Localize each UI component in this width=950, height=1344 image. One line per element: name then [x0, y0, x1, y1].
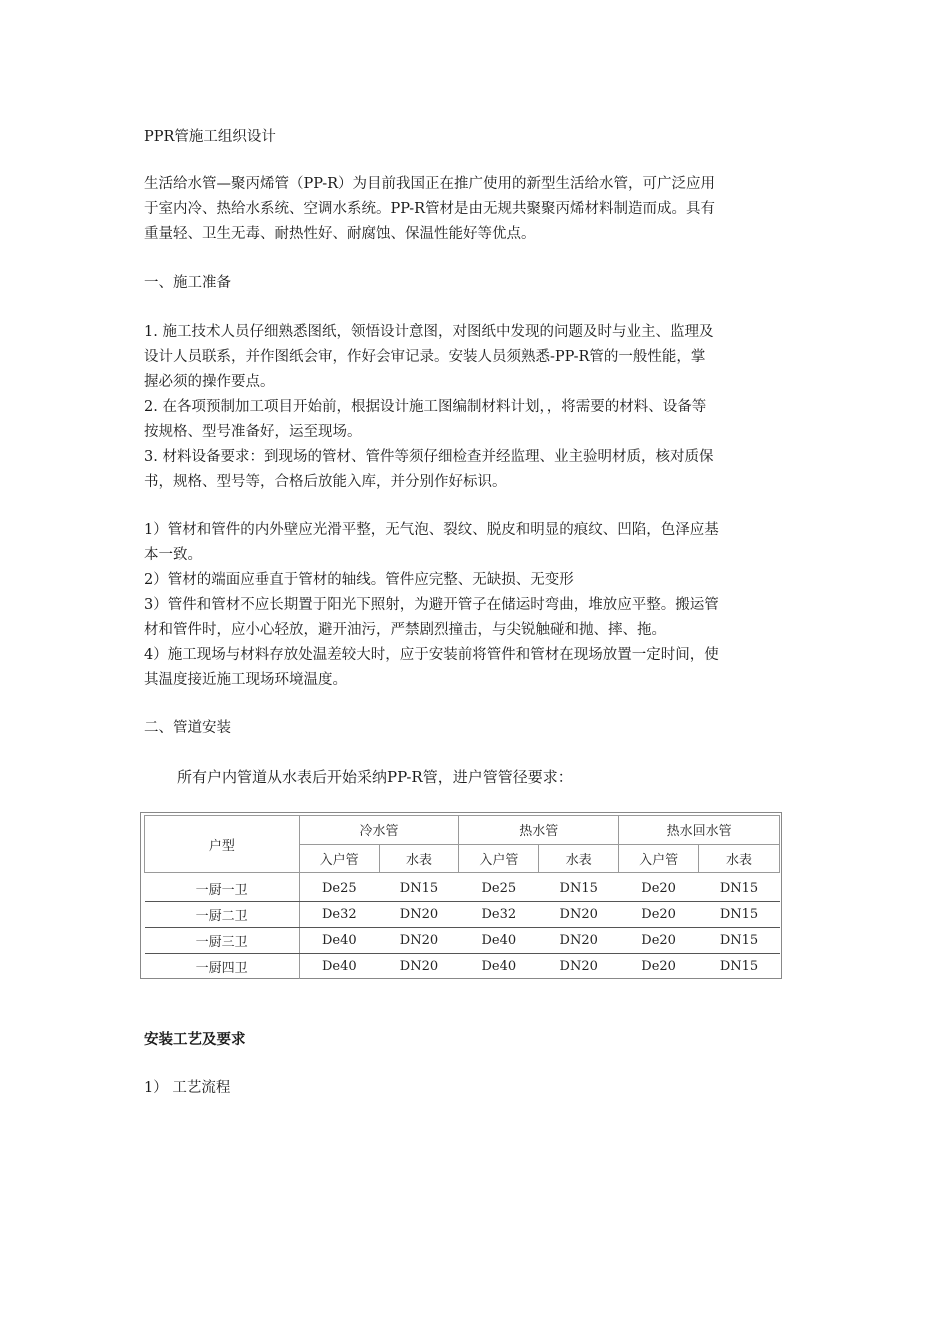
- cell-value: DN15: [699, 928, 780, 954]
- material-requirements: [144, 518, 719, 693]
- cell-value: De40: [321, 959, 357, 974]
- requirement-line: 2）管材的端面应垂直于管材的轴线。管件应完整、无缺损、无变形: [144, 572, 574, 588]
- cell-value: DN20: [379, 928, 459, 954]
- cell-value: De40: [459, 928, 539, 954]
- cell-house-type: 一厨四卫: [145, 954, 300, 980]
- pipe-size-grid: [144, 815, 780, 979]
- cell-value: DN15: [719, 959, 759, 974]
- cell-house-type: 一厨二卫: [145, 902, 300, 928]
- table-row: [145, 902, 780, 928]
- prep-item-line: 3. 材料设备要求：到现场的管材、管件等须仔细检查并经监理、业主验明材质，核对质保: [144, 449, 714, 465]
- requirement-line: 本一致。: [144, 547, 202, 563]
- cell-value: De20: [619, 928, 699, 954]
- prep-items: [144, 320, 713, 495]
- header-hot-return: 热水回水管: [619, 816, 780, 845]
- intro-paragraph: [144, 172, 715, 247]
- cell-value: DN15: [379, 873, 459, 902]
- cell-house-type: 一厨三卫: [145, 928, 300, 954]
- cell-value: De20: [619, 902, 699, 928]
- pipe-size-table: [140, 812, 782, 979]
- subheader-inlet: 入户管: [459, 844, 539, 873]
- prep-item-line: 设计人员联系，并作图纸会审，作好会审记录。安装人员须熟悉-PP-R管的一般性能，掌: [144, 349, 706, 365]
- cell-value: DN20: [399, 959, 439, 974]
- section-heading-prep: 一、施工准备: [144, 275, 231, 291]
- prep-item-line: 1. 施工技术人员仔细熟悉图纸，领悟设计意图，对图纸中发现的问题及时与业主、监理及: [144, 324, 714, 340]
- table-row: [145, 954, 780, 980]
- doc-title: PPR管施工组织设计: [144, 129, 276, 145]
- prep-item-line: 书，规格、型号等，合格后放能入库，并分别作好标识。: [144, 474, 507, 490]
- header-cold-water: 冷水管: [299, 816, 459, 845]
- requirement-line: 1）管材和管件的内外壁应光滑平整，无气泡、裂纹、脱皮和明显的痕纹、凹陷，色泽应基: [144, 522, 719, 538]
- cell-house-type: 一厨一卫: [145, 873, 300, 902]
- subheader-inlet: 入户管: [619, 844, 699, 873]
- table-header-row: [145, 816, 780, 845]
- cell-value: DN20: [539, 902, 619, 928]
- cell-value: De20: [641, 959, 676, 974]
- cell-value: DN15: [699, 873, 780, 902]
- subheader-inlet: 入户管: [299, 844, 379, 873]
- cell-value: De32: [299, 902, 379, 928]
- subheader-meter: 水表: [699, 844, 780, 873]
- subheader-meter: 水表: [539, 844, 619, 873]
- prep-item-line: 握必须的操作要点。: [144, 374, 275, 390]
- cell-value: De40: [299, 928, 379, 954]
- intro-line: 生活给水管—聚丙烯管（PP-R）为目前我国正在推广使用的新型生活给水管，可广泛应用: [144, 176, 716, 192]
- table-row: [145, 873, 780, 902]
- cell-value: DN20: [559, 959, 598, 974]
- table-row: [145, 928, 780, 954]
- cell-value: De32: [459, 902, 539, 928]
- cell-value: De25: [459, 873, 539, 902]
- prep-item-line: 按规格、型号准备好，运至现场。: [144, 424, 362, 440]
- process-item: 1） 工艺流程: [144, 1080, 231, 1096]
- section-heading-install: 二、管道安装: [144, 720, 231, 736]
- cell-value: DN20: [539, 928, 619, 954]
- install-lead: 所有户内管道从水表后开始采纳PP-R管，进户管管径要求：: [177, 768, 573, 786]
- requirement-line: 4）施工现场与材料存放处温差较大时，应于安装前将管件和管材在现场放置一定时间，使: [144, 647, 719, 663]
- subheader-meter: 水表: [379, 844, 459, 873]
- requirement-line: 材和管件时，应小心轻放，避开油污，严禁剧烈撞击，与尖锐触碰和抛、摔、拖。: [144, 622, 666, 638]
- section-heading-process: 安装工艺及要求: [144, 1031, 246, 1048]
- header-hot-water: 热水管: [459, 816, 619, 845]
- cell-value: DN20: [379, 902, 459, 928]
- prep-item-line: 2. 在各项预制加工项目开始前，根据设计施工图编制材料计划，，将需要的材料、设备等: [144, 399, 707, 415]
- header-house-type: 户型: [145, 816, 300, 873]
- cell-value: De40: [481, 959, 517, 974]
- intro-line: 重量轻、卫生无毒、耐热性好、耐腐蚀、保温性能好等优点。: [144, 226, 536, 242]
- requirement-line: 3）管件和管材不应长期置于阳光下照射，为避开管子在储运时弯曲，堆放应平整。搬运管: [144, 597, 719, 613]
- cell-value: DN15: [699, 902, 780, 928]
- cell-value: De20: [619, 873, 699, 902]
- intro-line: 于室内冷、热给水系统、空调水系统。PP-R管材是由无规共聚聚丙烯材料制造而成。具有: [144, 201, 716, 217]
- cell-value: DN15: [539, 873, 619, 902]
- cell-value: De25: [299, 873, 379, 902]
- requirement-line: 其温度接近施工现场环境温度。: [144, 672, 347, 688]
